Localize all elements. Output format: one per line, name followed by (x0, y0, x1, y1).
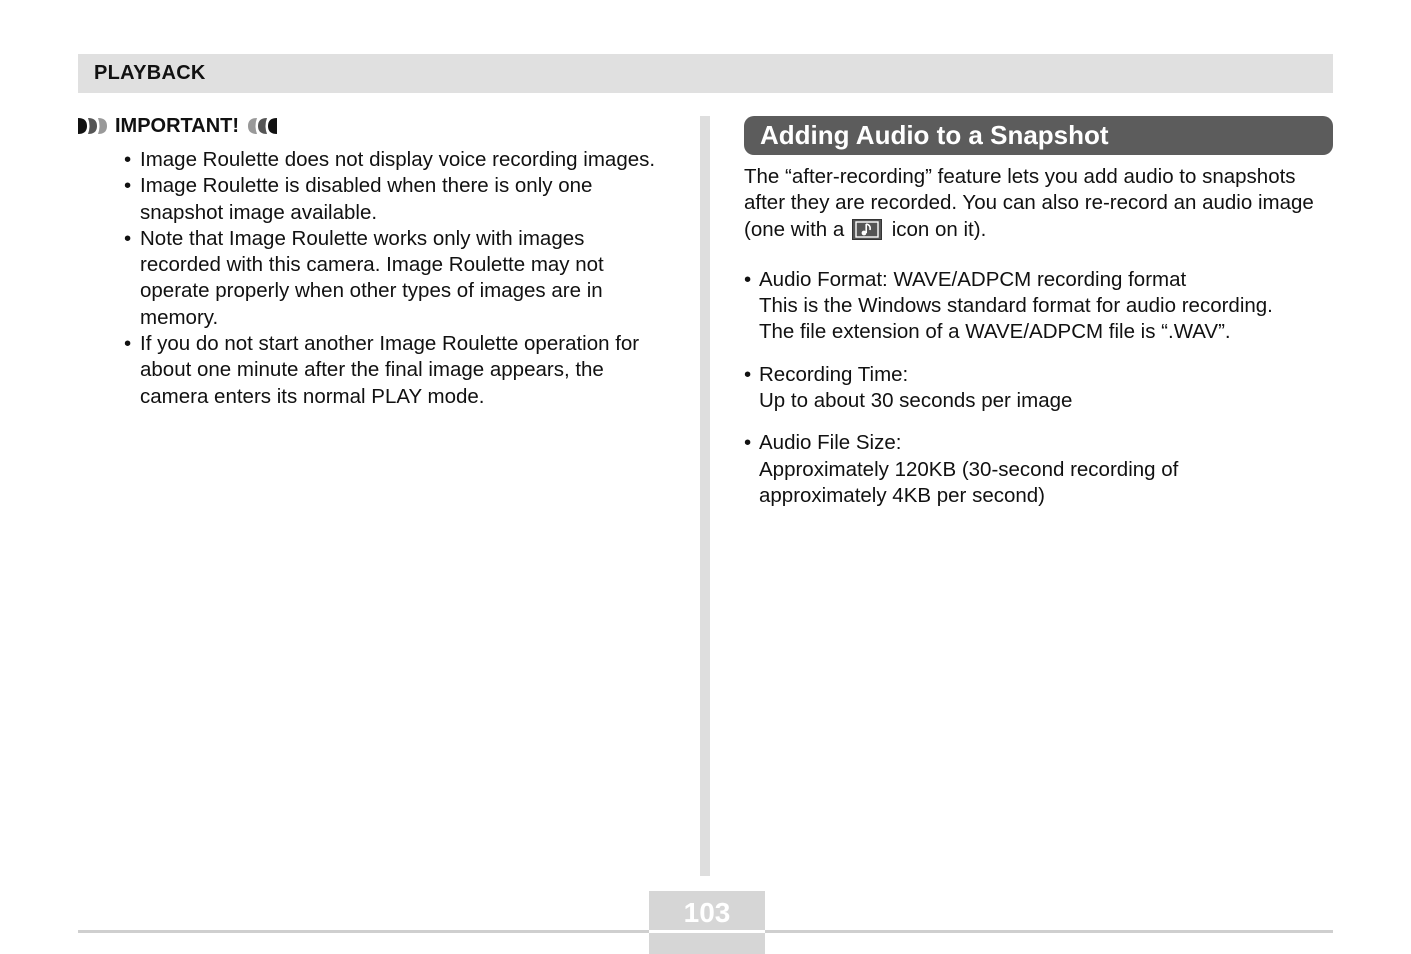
section-header-title: PLAYBACK (94, 62, 206, 84)
section-title-bar (744, 116, 1333, 155)
important-list (78, 147, 668, 410)
important-notes (78, 112, 668, 410)
page-number-box (649, 891, 765, 954)
column-divider (700, 116, 710, 876)
spec-item-time: • Recording Time: Up to about 30 seconds per image (744, 362, 1073, 413)
audio-note-icon (852, 219, 882, 240)
triple-arrow-right-icon (78, 117, 110, 135)
section-title: Adding Audio to a Snapshot (760, 120, 1109, 150)
page-number: 103 (683, 897, 731, 928)
section-intro: The “after-recording” feature lets you add audio to snapshots after they are recorded. You can also re-record an audio image (one with a icon on it). (744, 165, 1314, 241)
triple-arrow-left-icon (245, 117, 277, 135)
audio-spec-list (744, 267, 1333, 509)
list-item: • Note that Image Roulette works only with images recorded with this camera. Image Roulette may not operate properly when other types of images are in memory. (124, 226, 604, 329)
list-item: • If you do not start another Image Roulette operation for about one minute after the final image appears, the camera enters its normal PLAY mode. (124, 332, 640, 408)
spec-item-format: • Audio Format: WAVE/ADPCM recording format This is the Windows standard format for audio recording. The file extension of a WAVE/ADPCM file is “.WAV”. (744, 267, 1273, 344)
section-header-bar (78, 54, 1333, 93)
adding-audio-section (744, 116, 1333, 525)
list-item: • Image Roulette does not display voice recording images. (124, 148, 656, 171)
important-label: IMPORTANT! (115, 114, 240, 137)
spec-item-size: • Audio File Size: Approximately 120KB (30-second recording of approximately 4KB per second) (744, 431, 1179, 507)
important-heading (78, 112, 668, 140)
page-number-separator (649, 930, 765, 933)
list-item: • Image Roulette is disabled when there is only one snapshot image available. (124, 174, 593, 224)
